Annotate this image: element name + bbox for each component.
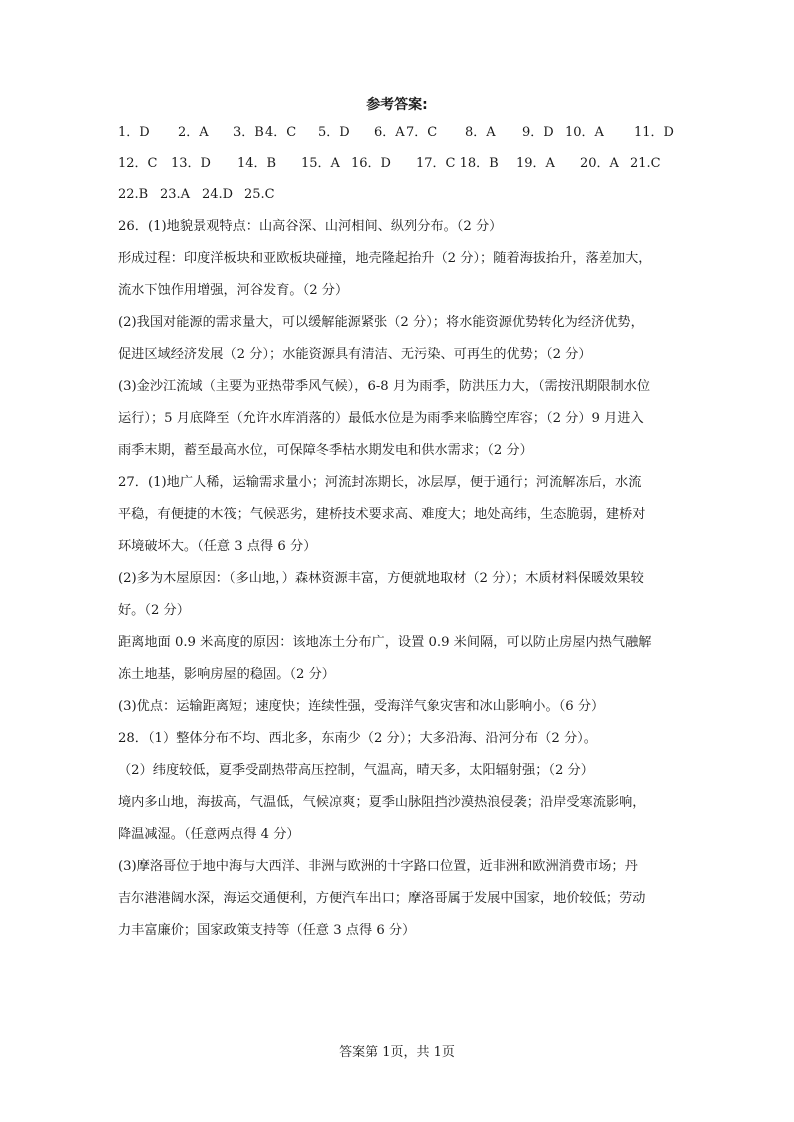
mcq-answer: 3．B [233,125,264,140]
answer-line: 环境破坏大。（任意 3 点得 6 分） [118,539,317,554]
answer-line: (2)多为木屋原因：（多山地，）森林资源丰富，方便就地取材（2 分）；木质材料保暖效果较 [118,571,644,586]
answer-body [118,218,684,954]
mcq-answer: 10．A [565,125,604,140]
mcq-answer: 24.D [202,187,234,202]
mcq-answer: 11．D [634,125,674,140]
mcq-answer: 15．A [301,156,340,171]
mcq-answer: 17．C 18．B [416,156,499,171]
page-title: 参考答案: [366,97,428,113]
mcq-answer: 13．D [171,156,211,171]
answer-line: 好。（2 分） [118,603,190,618]
mcq-answer: 19．A [516,156,555,171]
mcq-answer: 12．C [118,156,158,171]
mcq-answer: 21.C [630,156,661,171]
answer-line: 雨季末期，蓄至最高水位，可保障冬季枯水期发电和供水需求；（2 分） [118,443,533,458]
mcq-answer: 23.A [160,187,191,202]
answer-line: 运行）；5 月底降至（允许水库消落的）最低水位是为雨季来临腾空库容；（2 分）9 月进入 [118,411,644,426]
mcq-answer: 1．D [118,125,150,140]
mcq-row [118,188,678,219]
answer-line: (3)优点：运输距离短；速度快；连续性强，受海洋气象灾害和冰山影响小。（6 分） [118,699,605,714]
multiple-choice-answers [118,126,678,219]
answer-line: 降温减湿。（任意两点得 4 分） [118,827,300,842]
mcq-answer: 20．A [580,156,619,171]
mcq-answer: 9．D [522,125,554,140]
mcq-row [118,157,678,188]
answer-line: 28．（1）整体分布不均、西北多，东南少（2 分）；大多沿海、沿河分布（2 分）。 [118,731,597,746]
mcq-answer: 25.C [244,187,275,202]
answer-line: 境内多山地，海拔高，气温低，气候凉爽；夏季山脉阻挡沙漠热浪侵袭；沿岸受寒流影响， [118,795,646,810]
answer-line: 冻土地基，影响房屋的稳固。（2 分） [118,667,335,682]
answer-line: 力丰富廉价；国家政策支持等（任意 3 点得 6 分） [118,923,416,938]
mcq-answer: 7．C [406,125,438,140]
answer-line: (3)摩洛哥位于地中海与大西洋、非洲与欧洲的十字路口位置，近非洲和欧洲消费市场；丹 [118,859,638,874]
answer-line: 平稳，有便捷的木筏；气候恶劣，建桥技术要求高、难度大；地处高纬，生态脆弱，建桥对 [118,507,646,522]
mcq-answer: 4．C [265,125,297,140]
answer-line: 吉尔港港阔水深，海运交通便利，方便汽车出口；摩洛哥属于发展中国家，地价较低；劳动 [118,891,646,906]
mcq-answer: 16．D [351,156,391,171]
answer-line: (2)我国对能源的需求量大，可以缓解能源紧张（2 分）；将水能资源优势转化为经济优势， [118,315,644,330]
answer-line: 流水下蚀作用增强，河谷发育。（2 分） [118,283,349,298]
mcq-answer: 5．D [318,125,350,140]
answer-line: (3)金沙江流域（主要为亚热带季风气候），6-8 月为雨季，防洪压力大，（需按汛期限制水位 [118,379,651,394]
mcq-row [118,126,678,157]
page-footer: 答案第 1页，共 1页 [339,1045,455,1060]
answer-line: 促进区域经济发展（2 分）；水能资源具有清洁、无污染、可再生的优势；（2 分） [118,347,592,362]
answer-line: 26．(1)地貌景观特点：山高谷深、山河相间、纵列分布。（2 分） [118,219,503,234]
mcq-answer: 6．A [374,125,405,140]
answer-line: （2）纬度较低，夏季受副热带高压控制，气温高，晴天多，太阳辐射强；（2 分） [118,763,594,778]
mcq-answer: 8．A [465,125,496,140]
mcq-answer: 14．B [237,156,277,171]
answer-line: 距离地面 0.9 米高度的原因：该地冻土分布广，设置 0.9 米间隔，可以防止房屋内热气融解 [118,635,652,650]
answer-line: 形成过程：印度洋板块和亚欧板块碰撞，地壳隆起抬升（2 分）；随着海拔抬升，落差加大， [118,251,652,266]
answer-line: 27．(1)地广人稀，运输需求量小；河流封冻期长，冰层厚，便于通行；河流解冻后，水流 [118,475,642,490]
mcq-answer: 2．A [178,125,209,140]
mcq-answer: 22.B [118,187,149,202]
